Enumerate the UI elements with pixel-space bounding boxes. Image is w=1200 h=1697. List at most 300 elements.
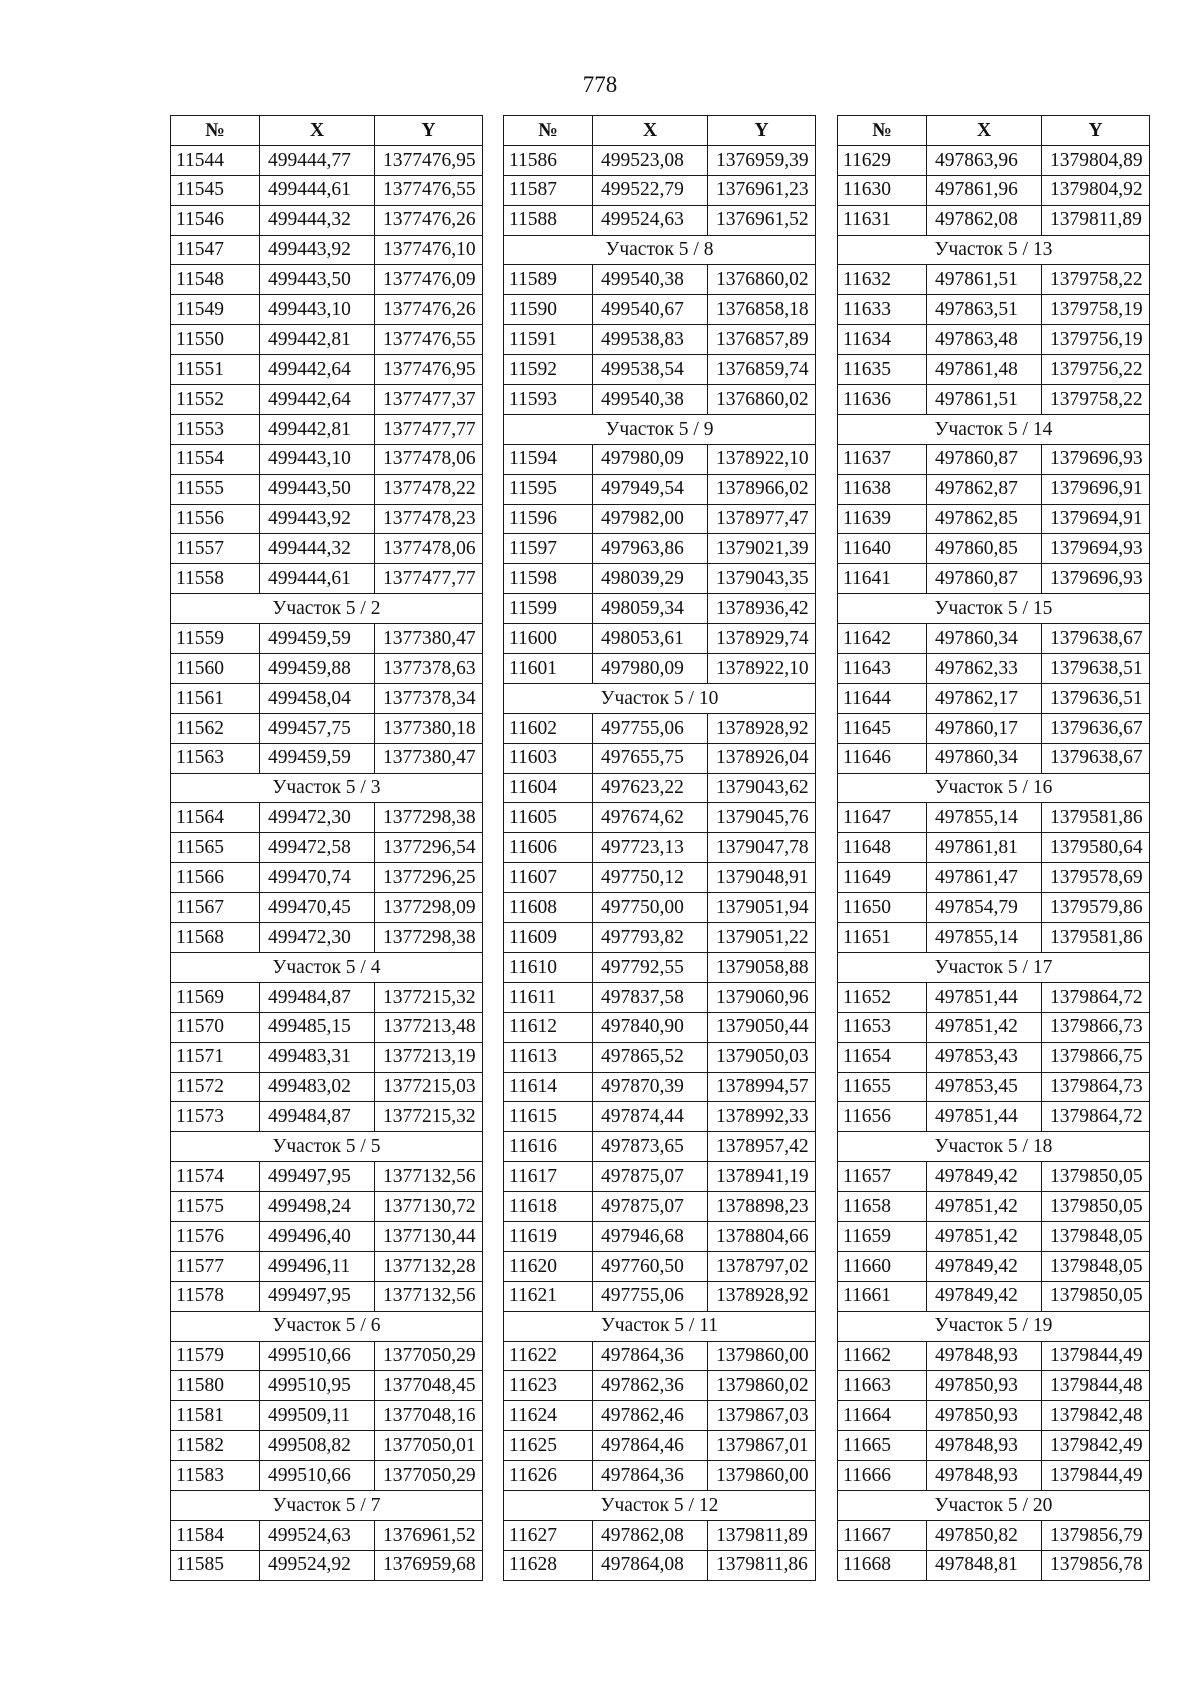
table-row <box>171 235 483 265</box>
table-row <box>171 1012 483 1042</box>
y-coordinate: 1379021,39 <box>708 534 816 564</box>
x-coordinate: 497864,36 <box>593 1461 708 1491</box>
y-coordinate: 1379696,93 <box>1042 444 1150 474</box>
point-number: 11615 <box>504 1102 593 1132</box>
section-row <box>171 1490 483 1520</box>
y-coordinate: 1379636,67 <box>1042 713 1150 743</box>
table-row <box>171 1341 483 1371</box>
y-coordinate: 1377380,18 <box>375 713 483 743</box>
y-coordinate: 1379850,05 <box>1042 1162 1150 1192</box>
point-number: 11649 <box>838 863 927 893</box>
section-title: Участок 5 / 18 <box>838 1132 1150 1162</box>
x-coordinate: 499442,81 <box>260 325 375 355</box>
table-row <box>838 474 1150 504</box>
x-coordinate: 497623,22 <box>593 773 708 803</box>
x-coordinate: 497861,96 <box>927 175 1042 205</box>
x-coordinate: 499510,66 <box>260 1461 375 1491</box>
y-coordinate: 1377477,37 <box>375 385 483 415</box>
point-number: 11616 <box>504 1132 593 1162</box>
point-number: 11595 <box>504 474 593 504</box>
header-y: Y <box>708 116 816 146</box>
y-coordinate: 1377050,29 <box>375 1461 483 1491</box>
point-number: 11664 <box>838 1401 927 1431</box>
point-number: 11563 <box>171 743 260 773</box>
section-row <box>504 235 816 265</box>
y-coordinate: 1376859,74 <box>708 355 816 385</box>
y-coordinate: 1377296,54 <box>375 833 483 863</box>
point-number: 11593 <box>504 385 593 415</box>
x-coordinate: 497750,12 <box>593 863 708 893</box>
table-row <box>838 1042 1150 1072</box>
section-title: Участок 5 / 19 <box>838 1311 1150 1341</box>
y-coordinate: 1378804,66 <box>708 1221 816 1251</box>
section-title: Участок 5 / 12 <box>504 1490 816 1520</box>
y-coordinate: 1378928,92 <box>708 713 816 743</box>
point-number: 11638 <box>838 474 927 504</box>
x-coordinate: 499472,30 <box>260 923 375 953</box>
y-coordinate: 1379867,01 <box>708 1431 816 1461</box>
y-coordinate: 1377213,19 <box>375 1042 483 1072</box>
point-number: 11577 <box>171 1251 260 1281</box>
x-coordinate: 498053,61 <box>593 624 708 654</box>
y-coordinate: 1379864,73 <box>1042 1072 1150 1102</box>
y-coordinate: 1376961,23 <box>708 175 816 205</box>
point-number: 11546 <box>171 205 260 235</box>
table-row <box>504 833 816 863</box>
x-coordinate: 499523,08 <box>593 145 708 175</box>
table-row <box>504 534 816 564</box>
x-coordinate: 497963,86 <box>593 534 708 564</box>
x-coordinate: 499484,87 <box>260 982 375 1012</box>
point-number: 11653 <box>838 1012 927 1042</box>
table-row <box>171 1102 483 1132</box>
x-coordinate: 499540,67 <box>593 295 708 325</box>
table-row <box>838 1431 1150 1461</box>
point-number: 11597 <box>504 534 593 564</box>
y-coordinate: 1379581,86 <box>1042 923 1150 953</box>
table-row <box>504 952 816 982</box>
point-number: 11592 <box>504 355 593 385</box>
table-row <box>838 1162 1150 1192</box>
y-coordinate: 1377215,03 <box>375 1072 483 1102</box>
y-coordinate: 1377050,29 <box>375 1341 483 1371</box>
table-row <box>171 982 483 1012</box>
x-coordinate: 499458,04 <box>260 683 375 713</box>
point-number: 11654 <box>838 1042 927 1072</box>
x-coordinate: 497861,81 <box>927 833 1042 863</box>
table-row <box>838 1341 1150 1371</box>
point-number: 11566 <box>171 863 260 893</box>
point-number: 11569 <box>171 982 260 1012</box>
table-row <box>838 624 1150 654</box>
point-number: 11581 <box>171 1401 260 1431</box>
table-row <box>838 1461 1150 1491</box>
table-row <box>504 145 816 175</box>
point-number: 11575 <box>171 1192 260 1222</box>
table-row <box>171 265 483 295</box>
point-number: 11617 <box>504 1162 593 1192</box>
table-row <box>838 1072 1150 1102</box>
x-coordinate: 499470,74 <box>260 863 375 893</box>
x-coordinate: 499443,92 <box>260 504 375 534</box>
point-number: 11647 <box>838 803 927 833</box>
table-row <box>504 1192 816 1222</box>
y-coordinate: 1377478,06 <box>375 534 483 564</box>
x-coordinate: 497862,17 <box>927 683 1042 713</box>
point-number: 11544 <box>171 145 260 175</box>
point-number: 11624 <box>504 1401 593 1431</box>
x-coordinate: 499444,61 <box>260 564 375 594</box>
table-row <box>838 175 1150 205</box>
table-row <box>171 205 483 235</box>
y-coordinate: 1378992,33 <box>708 1102 816 1132</box>
header-x: X <box>927 116 1042 146</box>
y-coordinate: 1379804,89 <box>1042 145 1150 175</box>
y-coordinate: 1379579,86 <box>1042 893 1150 923</box>
table-row <box>504 1012 816 1042</box>
point-number: 11573 <box>171 1102 260 1132</box>
y-coordinate: 1379848,05 <box>1042 1221 1150 1251</box>
point-number: 11579 <box>171 1341 260 1371</box>
table-row <box>838 564 1150 594</box>
y-coordinate: 1377130,72 <box>375 1192 483 1222</box>
table-row <box>171 1371 483 1401</box>
section-row <box>838 414 1150 444</box>
y-coordinate: 1377477,77 <box>375 564 483 594</box>
y-coordinate: 1377476,26 <box>375 295 483 325</box>
y-coordinate: 1379804,92 <box>1042 175 1150 205</box>
table-row <box>504 1162 816 1192</box>
table-row <box>838 534 1150 564</box>
point-number: 11564 <box>171 803 260 833</box>
y-coordinate: 1376961,52 <box>708 205 816 235</box>
x-coordinate: 497851,42 <box>927 1192 1042 1222</box>
y-coordinate: 1379048,91 <box>708 863 816 893</box>
table-row <box>171 893 483 923</box>
section-row <box>504 414 816 444</box>
table-row <box>504 594 816 624</box>
point-number: 11650 <box>838 893 927 923</box>
x-coordinate: 497760,50 <box>593 1251 708 1281</box>
x-coordinate: 499510,95 <box>260 1371 375 1401</box>
y-coordinate: 1379850,05 <box>1042 1192 1150 1222</box>
x-coordinate: 497865,52 <box>593 1042 708 1072</box>
y-coordinate: 1379578,69 <box>1042 863 1150 893</box>
y-coordinate: 1377476,10 <box>375 235 483 265</box>
point-number: 11621 <box>504 1281 593 1311</box>
point-number: 11591 <box>504 325 593 355</box>
section-row <box>838 1490 1150 1520</box>
table-row <box>504 1281 816 1311</box>
point-number: 11642 <box>838 624 927 654</box>
x-coordinate: 497875,07 <box>593 1162 708 1192</box>
x-coordinate: 497875,07 <box>593 1192 708 1222</box>
x-coordinate: 497861,51 <box>927 265 1042 295</box>
y-coordinate: 1378929,74 <box>708 624 816 654</box>
y-coordinate: 1376860,02 <box>708 385 816 415</box>
table-row <box>504 1132 816 1162</box>
y-coordinate: 1379581,86 <box>1042 803 1150 833</box>
y-coordinate: 1379864,72 <box>1042 982 1150 1012</box>
point-number: 11555 <box>171 474 260 504</box>
y-coordinate: 1379051,22 <box>708 923 816 953</box>
y-coordinate: 1379058,88 <box>708 952 816 982</box>
section-title: Участок 5 / 7 <box>171 1490 483 1520</box>
x-coordinate: 499442,81 <box>260 414 375 444</box>
y-coordinate: 1379866,75 <box>1042 1042 1150 1072</box>
table-row <box>838 654 1150 684</box>
point-number: 11570 <box>171 1012 260 1042</box>
y-coordinate: 1379856,78 <box>1042 1550 1150 1580</box>
table-row <box>504 743 816 773</box>
coordinates-table-2 <box>503 115 816 1581</box>
x-coordinate: 499524,63 <box>260 1520 375 1550</box>
x-coordinate: 497840,90 <box>593 1012 708 1042</box>
table-row <box>504 1371 816 1401</box>
table-row <box>838 683 1150 713</box>
table-row <box>504 1072 816 1102</box>
table-row <box>504 1401 816 1431</box>
table-row <box>171 325 483 355</box>
table-row <box>838 205 1150 235</box>
point-number: 11667 <box>838 1520 927 1550</box>
table-row <box>838 1012 1150 1042</box>
y-coordinate: 1379860,00 <box>708 1461 816 1491</box>
x-coordinate: 497850,93 <box>927 1371 1042 1401</box>
point-number: 11605 <box>504 803 593 833</box>
point-number: 11639 <box>838 504 927 534</box>
y-coordinate: 1377132,56 <box>375 1281 483 1311</box>
section-row <box>171 1132 483 1162</box>
table-row <box>504 803 816 833</box>
x-coordinate: 497848,93 <box>927 1431 1042 1461</box>
x-coordinate: 499444,32 <box>260 534 375 564</box>
table-row <box>504 1251 816 1281</box>
table-row <box>838 713 1150 743</box>
coordinates-table-3 <box>837 115 1150 1581</box>
y-coordinate: 1377215,32 <box>375 982 483 1012</box>
x-coordinate: 497792,55 <box>593 952 708 982</box>
y-coordinate: 1379638,67 <box>1042 743 1150 773</box>
y-coordinate: 1379867,03 <box>708 1401 816 1431</box>
x-coordinate: 499540,38 <box>593 385 708 415</box>
point-number: 11600 <box>504 624 593 654</box>
table-row <box>171 474 483 504</box>
table-row <box>838 1550 1150 1580</box>
point-number: 11556 <box>171 504 260 534</box>
table-row <box>171 1550 483 1580</box>
point-number: 11561 <box>171 683 260 713</box>
table-row <box>504 923 816 953</box>
x-coordinate: 497862,08 <box>927 205 1042 235</box>
point-number: 11614 <box>504 1072 593 1102</box>
table-row <box>504 773 816 803</box>
section-row <box>838 1132 1150 1162</box>
table-row <box>171 624 483 654</box>
x-coordinate: 497851,44 <box>927 982 1042 1012</box>
point-number: 11629 <box>838 145 927 175</box>
point-number: 11554 <box>171 444 260 474</box>
x-coordinate: 497849,42 <box>927 1281 1042 1311</box>
point-number: 11636 <box>838 385 927 415</box>
point-number: 11660 <box>838 1251 927 1281</box>
y-coordinate: 1379638,51 <box>1042 654 1150 684</box>
table-row <box>504 325 816 355</box>
table-row <box>504 385 816 415</box>
x-coordinate: 497853,45 <box>927 1072 1042 1102</box>
section-title: Участок 5 / 20 <box>838 1490 1150 1520</box>
y-coordinate: 1378977,47 <box>708 504 816 534</box>
point-number: 11666 <box>838 1461 927 1491</box>
x-coordinate: 497860,85 <box>927 534 1042 564</box>
table-row <box>171 444 483 474</box>
y-coordinate: 1379050,44 <box>708 1012 816 1042</box>
y-coordinate: 1377296,25 <box>375 863 483 893</box>
y-coordinate: 1377476,55 <box>375 175 483 205</box>
x-coordinate: 497949,54 <box>593 474 708 504</box>
table-row <box>504 1102 816 1132</box>
point-number: 11627 <box>504 1520 593 1550</box>
point-number: 11583 <box>171 1461 260 1491</box>
table-row <box>504 713 816 743</box>
y-coordinate: 1376961,52 <box>375 1520 483 1550</box>
table-row <box>171 355 483 385</box>
y-coordinate: 1377380,47 <box>375 743 483 773</box>
x-coordinate: 498059,34 <box>593 594 708 624</box>
x-coordinate: 497864,08 <box>593 1550 708 1580</box>
section-title: Участок 5 / 15 <box>838 594 1150 624</box>
table-row <box>838 145 1150 175</box>
x-coordinate: 497862,08 <box>593 1520 708 1550</box>
header-x: X <box>593 116 708 146</box>
x-coordinate: 499459,59 <box>260 743 375 773</box>
table-header-row <box>838 116 1150 146</box>
y-coordinate: 1377378,34 <box>375 683 483 713</box>
section-row <box>838 952 1150 982</box>
point-number: 11550 <box>171 325 260 355</box>
section-title: Участок 5 / 13 <box>838 235 1150 265</box>
table-row <box>504 893 816 923</box>
point-number: 11608 <box>504 893 593 923</box>
table-row <box>838 504 1150 534</box>
x-coordinate: 497851,42 <box>927 1221 1042 1251</box>
point-number: 11610 <box>504 952 593 982</box>
table-row <box>171 1431 483 1461</box>
section-title: Участок 5 / 10 <box>504 683 816 713</box>
point-number: 11663 <box>838 1371 927 1401</box>
point-number: 11641 <box>838 564 927 594</box>
y-coordinate: 1377478,23 <box>375 504 483 534</box>
x-coordinate: 497980,09 <box>593 654 708 684</box>
x-coordinate: 497980,09 <box>593 444 708 474</box>
x-coordinate: 499470,45 <box>260 893 375 923</box>
table-row <box>838 982 1150 1012</box>
x-coordinate: 499483,02 <box>260 1072 375 1102</box>
table-row <box>504 624 816 654</box>
point-number: 11558 <box>171 564 260 594</box>
x-coordinate: 499538,54 <box>593 355 708 385</box>
x-coordinate: 499524,92 <box>260 1550 375 1580</box>
point-number: 11609 <box>504 923 593 953</box>
table-row <box>504 355 816 385</box>
x-coordinate: 497862,85 <box>927 504 1042 534</box>
x-coordinate: 499442,64 <box>260 355 375 385</box>
y-coordinate: 1379860,00 <box>708 1341 816 1371</box>
x-coordinate: 497864,46 <box>593 1431 708 1461</box>
point-number: 11586 <box>504 145 593 175</box>
point-number: 11601 <box>504 654 593 684</box>
x-coordinate: 497863,96 <box>927 145 1042 175</box>
table-row <box>838 1221 1150 1251</box>
table-row <box>171 1072 483 1102</box>
x-coordinate: 497862,46 <box>593 1401 708 1431</box>
table-row <box>504 1520 816 1550</box>
point-number: 11619 <box>504 1221 593 1251</box>
point-number: 11625 <box>504 1431 593 1461</box>
point-number: 11589 <box>504 265 593 295</box>
x-coordinate: 497860,34 <box>927 743 1042 773</box>
table-row <box>838 1371 1150 1401</box>
point-number: 11568 <box>171 923 260 953</box>
y-coordinate: 1377298,09 <box>375 893 483 923</box>
table-row <box>838 444 1150 474</box>
table-row <box>504 295 816 325</box>
y-coordinate: 1379051,94 <box>708 893 816 923</box>
y-coordinate: 1379842,48 <box>1042 1401 1150 1431</box>
x-coordinate: 499483,31 <box>260 1042 375 1072</box>
table-row <box>838 893 1150 923</box>
table-row <box>838 1520 1150 1550</box>
y-coordinate: 1379045,76 <box>708 803 816 833</box>
x-coordinate: 497860,87 <box>927 444 1042 474</box>
x-coordinate: 499497,95 <box>260 1162 375 1192</box>
table-row <box>171 923 483 953</box>
y-coordinate: 1376959,39 <box>708 145 816 175</box>
coordinates-table-1 <box>170 115 483 1581</box>
x-coordinate: 497793,82 <box>593 923 708 953</box>
point-number: 11618 <box>504 1192 593 1222</box>
table-row <box>171 145 483 175</box>
y-coordinate: 1378941,19 <box>708 1162 816 1192</box>
y-coordinate: 1379860,02 <box>708 1371 816 1401</box>
x-coordinate: 497851,44 <box>927 1102 1042 1132</box>
section-title: Участок 5 / 8 <box>504 235 816 265</box>
point-number: 11620 <box>504 1251 593 1281</box>
x-coordinate: 497870,39 <box>593 1072 708 1102</box>
point-number: 11560 <box>171 654 260 684</box>
point-number: 11633 <box>838 295 927 325</box>
section-title: Участок 5 / 5 <box>171 1132 483 1162</box>
point-number: 11552 <box>171 385 260 415</box>
point-number: 11572 <box>171 1072 260 1102</box>
x-coordinate: 499443,50 <box>260 265 375 295</box>
y-coordinate: 1378957,42 <box>708 1132 816 1162</box>
y-coordinate: 1379756,22 <box>1042 355 1150 385</box>
table-row <box>838 295 1150 325</box>
point-number: 11644 <box>838 683 927 713</box>
y-coordinate: 1378936,42 <box>708 594 816 624</box>
point-number: 11656 <box>838 1102 927 1132</box>
x-coordinate: 499443,10 <box>260 295 375 325</box>
y-coordinate: 1379580,64 <box>1042 833 1150 863</box>
table-row <box>171 1281 483 1311</box>
point-number: 11551 <box>171 355 260 385</box>
y-coordinate: 1379844,49 <box>1042 1461 1150 1491</box>
x-coordinate: 497755,06 <box>593 1281 708 1311</box>
x-coordinate: 499540,38 <box>593 265 708 295</box>
y-coordinate: 1377476,55 <box>375 325 483 355</box>
x-coordinate: 499524,63 <box>593 205 708 235</box>
